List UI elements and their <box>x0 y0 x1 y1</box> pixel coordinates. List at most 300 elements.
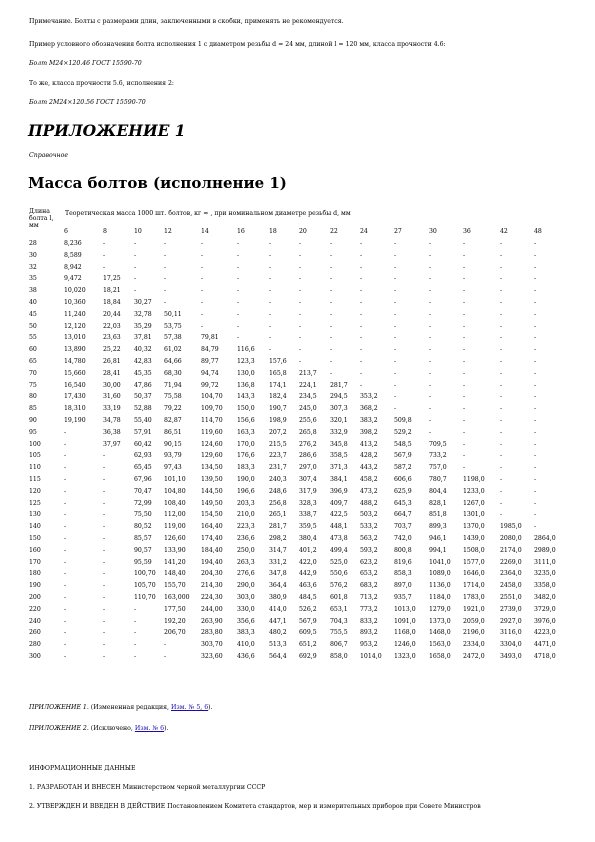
mass-cell: 1014,0 <box>360 653 382 660</box>
mass-cell: 75,58 <box>164 393 182 401</box>
mass-cell: - <box>201 263 204 271</box>
mass-cell: 3976,0 <box>534 617 556 625</box>
mass-cell: 564,4 <box>269 653 287 660</box>
mass-cell: 290,0 <box>237 582 255 590</box>
mass-cell: 79,22 <box>164 405 182 413</box>
mass-cell: 265,1 <box>269 511 287 519</box>
mass-cell: 331,2 <box>269 558 287 566</box>
mass-cell: - <box>463 299 466 306</box>
diameter-header: 16 <box>237 228 245 235</box>
mass-cell: 8,589 <box>64 251 82 259</box>
mass-cell: - <box>64 558 67 566</box>
mass-cell: - <box>463 452 466 460</box>
mass-cell: 436,6 <box>237 653 255 660</box>
mass-cell: 34,78 <box>103 417 121 424</box>
mass-cell: 165,8 <box>269 369 287 377</box>
mass-cell: 144,50 <box>201 487 223 495</box>
corner-header-line: Длина <box>29 208 50 215</box>
mass-cell: 163,3 <box>237 428 255 436</box>
mass-cell: - <box>360 322 363 330</box>
mass-cell: 100,70 <box>134 570 156 578</box>
mass-cell: - <box>164 299 167 306</box>
mass-cell: 383,2 <box>360 417 378 424</box>
mass-cell: 236,6 <box>237 535 255 542</box>
mass-cell: 1136,0 <box>429 582 451 590</box>
mass-cell: 35,29 <box>134 322 152 330</box>
length-cell: 85 <box>29 405 37 413</box>
mass-cell: 17,25 <box>103 275 121 283</box>
mass-cell: 1921,0 <box>463 605 485 613</box>
mass-cell: - <box>394 251 397 259</box>
mass-cell: 47,86 <box>134 381 152 389</box>
mass-cell: 653,2 <box>360 570 378 578</box>
mass-cell: - <box>330 240 333 247</box>
mass-cell: 276,2 <box>299 440 317 448</box>
footnote-text: ). <box>164 725 169 732</box>
mass-cell: 2269,0 <box>500 558 522 566</box>
mass-cell: 196,6 <box>237 487 255 495</box>
mass-cell: - <box>64 653 67 660</box>
mass-cell: 2059,0 <box>463 617 485 625</box>
length-cell: 170 <box>29 558 41 566</box>
mass-cell: 3116,0 <box>500 629 522 637</box>
mass-cell: 463,6 <box>299 582 317 590</box>
mass-cell: - <box>360 299 363 306</box>
mass-cell: 410,0 <box>237 641 255 649</box>
length-cell: 190 <box>29 582 41 590</box>
mass-cell: 123,3 <box>237 358 255 365</box>
mass-cell: 509,8 <box>394 417 412 424</box>
mass-cell: 244,00 <box>201 605 223 613</box>
mass-cell: 11,240 <box>64 310 86 318</box>
length-cell: 65 <box>29 358 37 365</box>
mass-cell: 1646,0 <box>463 570 485 578</box>
mass-cell: 499,4 <box>330 546 348 554</box>
mass-cell: 13,010 <box>64 334 86 342</box>
mass-cell: 53,75 <box>164 322 182 330</box>
mass-cell: 93,79 <box>164 452 182 460</box>
mass-cell: 204,30 <box>201 570 223 578</box>
mass-cell: 57,38 <box>164 334 182 342</box>
mass-cell: 550,6 <box>330 570 348 578</box>
mass-cell: - <box>134 605 137 613</box>
mass-cell: 164,40 <box>201 523 223 531</box>
diameter-header: 30 <box>429 228 437 235</box>
mass-cell: 899,3 <box>429 523 447 531</box>
mass-cell: - <box>134 653 137 660</box>
mass-cell: 32,78 <box>134 310 152 318</box>
mass-cell: 593,2 <box>360 546 378 554</box>
mass-cell: - <box>164 275 167 283</box>
mass-cell: 473,8 <box>330 535 348 542</box>
mass-cell: 170,0 <box>237 440 255 448</box>
mass-cell: 833,2 <box>360 617 378 625</box>
mass-cell: 4718,0 <box>534 653 556 660</box>
mass-cell: 328,3 <box>299 499 317 507</box>
mass-cell: - <box>429 287 432 295</box>
info-item-1: 1. РАЗРАБОТАН И ВНЕСЕН Министерством черной металлургии СССР <box>29 784 266 791</box>
mass-cell: - <box>500 346 503 354</box>
mass-cell: 513,3 <box>269 641 287 649</box>
mass-cell: 1267,0 <box>463 499 485 507</box>
mass-cell: - <box>237 310 240 318</box>
mass-cell: - <box>360 275 363 283</box>
mass-cell: 25,22 <box>103 346 121 354</box>
mass-cell: 240,3 <box>269 476 287 483</box>
mass-cell: - <box>500 393 503 401</box>
mass-cell: - <box>500 310 503 318</box>
mass-cell: 529,2 <box>394 428 412 436</box>
length-cell: 75 <box>29 381 37 389</box>
mass-cell: 448,1 <box>330 523 348 531</box>
same-class-note: То же, класса прочности 5.6, исполнения 2: <box>29 80 174 87</box>
mass-cell: 503,2 <box>360 511 378 519</box>
info-item-2: 2. УТВЕРЖДЕН И ВВЕДЕН В ДЕЙСТВИЕ Постановлением Комитета стандартов, мер и измерительных приборов при Совете Министров <box>29 803 481 810</box>
mass-cell: 303,70 <box>201 641 223 649</box>
mass-cell: 8,942 <box>64 263 82 271</box>
diameter-header: 14 <box>201 228 209 235</box>
mass-cell: 89,77 <box>201 358 219 365</box>
mass-cell: 704,3 <box>330 617 348 625</box>
mass-cell: 174,40 <box>201 535 223 542</box>
mass-cell: - <box>500 487 503 495</box>
mass-cell: - <box>534 369 537 377</box>
mass-cell: 653,1 <box>330 605 348 613</box>
mass-cell: 1233,0 <box>463 487 485 495</box>
mass-cell: 1091,0 <box>394 617 416 625</box>
mass-cell: - <box>269 346 272 354</box>
mass-cell: 141,20 <box>164 558 186 566</box>
mass-cell: - <box>299 358 302 365</box>
mass-cell: - <box>394 369 397 377</box>
mass-cell: - <box>394 287 397 295</box>
mass-cell: - <box>463 369 466 377</box>
example-designation-1: Болт М24×120.46 ГОСТ 15590-70 <box>29 60 142 67</box>
mass-cell: 828,1 <box>429 499 447 507</box>
mass-cell: - <box>103 594 106 601</box>
mass-cell: 332,9 <box>330 428 348 436</box>
mass-cell: - <box>429 240 432 247</box>
mass-cell: 587,2 <box>394 464 412 472</box>
mass-cell: - <box>201 310 204 318</box>
length-cell: 160 <box>29 546 41 554</box>
mass-cell: - <box>463 310 466 318</box>
mass-cell: 10,360 <box>64 299 86 306</box>
mass-cell: - <box>134 287 137 295</box>
mass-cell: - <box>534 334 537 342</box>
mass-cell: 31,60 <box>103 393 121 401</box>
mass-cell: 176,6 <box>237 452 255 460</box>
diameter-header: 42 <box>500 228 508 235</box>
mass-cell: - <box>103 476 106 483</box>
mass-cell: 858,3 <box>394 570 412 578</box>
mass-cell: - <box>463 322 466 330</box>
mass-cell: 396,9 <box>330 487 348 495</box>
mass-cell: - <box>463 263 466 271</box>
mass-cell: - <box>534 452 537 460</box>
mass-cell: - <box>534 251 537 259</box>
mass-cell: 203,3 <box>237 499 255 507</box>
mass-cell: 488,2 <box>360 499 378 507</box>
mass-cell: 250,0 <box>237 546 255 554</box>
appendix-kind: Справочное <box>29 152 69 159</box>
mass-cell: - <box>500 287 503 295</box>
mass-cell: 320,1 <box>330 417 348 424</box>
mass-cell: - <box>534 464 537 472</box>
mass-cell: 149,50 <box>201 499 223 507</box>
mass-cell: - <box>534 263 537 271</box>
mass-cell: 401,2 <box>299 546 317 554</box>
mass-cell: - <box>103 570 106 578</box>
mass-cell: 183,3 <box>237 464 255 472</box>
mass-cell: - <box>164 653 167 660</box>
mass-cell: 42,83 <box>134 358 152 365</box>
mass-cell: 800,8 <box>394 546 412 554</box>
mass-cell: - <box>103 546 106 554</box>
section-title: Масса болтов (исполнение 1) <box>28 174 287 192</box>
mass-cell: - <box>534 358 537 365</box>
mass-cell: - <box>134 275 137 283</box>
mass-cell: - <box>201 287 204 295</box>
mass-cell: - <box>429 251 432 259</box>
mass-cell: 68,30 <box>164 369 182 377</box>
mass-cell: - <box>299 275 302 283</box>
mass-cell: - <box>500 476 503 483</box>
mass-cell: 757,0 <box>429 464 447 472</box>
mass-cell: 323,60 <box>201 653 223 660</box>
mass-cell: - <box>500 452 503 460</box>
mass-cell: 806,7 <box>330 641 348 649</box>
mass-cell: 356,6 <box>237 617 255 625</box>
mass-cell: - <box>463 417 466 424</box>
mass-cell: - <box>500 417 503 424</box>
mass-cell: 1370,0 <box>463 523 485 531</box>
mass-cell: 45,35 <box>134 369 152 377</box>
mass-cell: 133,90 <box>164 546 186 554</box>
mass-cell: 265,8 <box>299 428 317 436</box>
diameter-header: 48 <box>534 228 542 235</box>
mass-cell: 198,9 <box>269 417 287 424</box>
mass-cell: 20,44 <box>103 310 121 318</box>
mass-cell: 163,000 <box>164 594 190 601</box>
length-cell: 280 <box>29 641 41 649</box>
mass-cell: 210,0 <box>237 511 255 519</box>
mass-cell: - <box>534 322 537 330</box>
mass-cell: 409,7 <box>330 499 348 507</box>
mass-cell: - <box>64 629 67 637</box>
mass-cell: 314,7 <box>269 546 287 554</box>
mass-cell: 18,21 <box>103 287 121 295</box>
mass-cell: 30,00 <box>103 381 121 389</box>
mass-cell: - <box>429 369 432 377</box>
example-designation-2: Болт 2М24×120.56 ГОСТ 15590-70 <box>29 99 146 106</box>
mass-cell: 190,0 <box>237 476 255 483</box>
mass-cell: - <box>534 511 537 519</box>
mass-cell: 281,7 <box>269 523 287 531</box>
mass-cell: 1658,0 <box>429 653 451 660</box>
length-cell: 180 <box>29 570 41 578</box>
mass-cell: 1013,0 <box>394 605 416 613</box>
mass-cell: 4471,0 <box>534 641 556 649</box>
mass-cell: 733,2 <box>429 452 447 460</box>
mass-cell: 263,3 <box>237 558 255 566</box>
mass-cell: 473,2 <box>360 487 378 495</box>
mass-cell: 371,3 <box>330 464 348 472</box>
mass-cell: - <box>103 499 106 507</box>
mass-cell: - <box>201 322 204 330</box>
mass-cell: 30,27 <box>134 299 152 306</box>
mass-cell: - <box>534 393 537 401</box>
mass-cell: 110,70 <box>134 594 156 601</box>
amendment-link[interactable]: Изм. № 5, 6 <box>171 704 209 711</box>
mass-cell: 3729,0 <box>534 605 556 613</box>
mass-cell: 443,2 <box>360 464 378 472</box>
mass-cell: 380,4 <box>299 535 317 542</box>
footnote-appendix-2 <box>29 725 168 733</box>
mass-cell: 1168,0 <box>394 629 416 637</box>
mass-cell: - <box>534 476 537 483</box>
mass-cell: - <box>429 275 432 283</box>
mass-cell: - <box>463 334 466 342</box>
mass-cell: 773,2 <box>360 605 378 613</box>
mass-cell: 819,6 <box>394 558 412 566</box>
mass-cell: - <box>134 641 137 649</box>
mass-cell: 625,9 <box>394 487 412 495</box>
mass-cell: 755,5 <box>330 629 348 637</box>
mass-cell: 155,70 <box>164 582 186 590</box>
mass-cell: - <box>394 358 397 365</box>
mass-cell: - <box>463 464 466 472</box>
mass-cell: 194,40 <box>201 558 223 566</box>
mass-cell: - <box>429 381 432 389</box>
mass-cell: 422,0 <box>299 558 317 566</box>
mass-cell: - <box>103 464 106 472</box>
mass-cell: 1985,0 <box>500 523 522 531</box>
mass-cell: 935,7 <box>394 594 412 601</box>
mass-cell: 2472,0 <box>463 653 485 660</box>
mass-cell: - <box>463 275 466 283</box>
mass-cell: 139,50 <box>201 476 223 483</box>
mass-cell: 223,3 <box>237 523 255 531</box>
mass-cell: - <box>500 334 503 342</box>
mass-cell: 567,9 <box>299 617 317 625</box>
mass-cell: 2364,0 <box>500 570 522 578</box>
mass-cell: - <box>500 322 503 330</box>
corner-header-line: мм <box>29 222 39 229</box>
mass-cell: - <box>534 310 537 318</box>
mass-cell: 1468,0 <box>429 629 451 637</box>
diameter-header: 12 <box>164 228 172 235</box>
mass-cell: 307,4 <box>299 476 317 483</box>
mass-cell: - <box>500 299 503 306</box>
mass-cell: - <box>299 334 302 342</box>
mass-cell: 224,30 <box>201 594 223 601</box>
mass-cell: 3493,0 <box>500 653 522 660</box>
example-intro: Пример условного обозначения болта исполнения 1 с диаметром резьбы d = 24 мм, длиной l = 120 мм, класса прочности 4.6: <box>29 41 446 48</box>
mass-cell: - <box>237 287 240 295</box>
mass-cell: - <box>134 629 137 637</box>
mass-cell: - <box>103 617 106 625</box>
mass-cell: 1323,0 <box>394 653 416 660</box>
mass-cell: - <box>64 452 67 460</box>
mass-cell: - <box>500 263 503 271</box>
length-cell: 40 <box>29 299 37 306</box>
mass-cell: 13,890 <box>64 346 86 354</box>
length-cell: 240 <box>29 617 41 625</box>
amendment-link[interactable]: Изм. № 6 <box>134 725 165 732</box>
footnote-text: ). <box>208 704 213 711</box>
mass-cell: - <box>500 381 503 389</box>
mass-cell: - <box>500 240 503 247</box>
mass-cell: - <box>500 369 503 377</box>
mass-cell: - <box>164 251 167 259</box>
mass-cell: 384,1 <box>330 476 348 483</box>
mass-cell: 2458,0 <box>500 582 522 590</box>
mass-cell: - <box>134 617 137 625</box>
mass-cell: - <box>64 617 67 625</box>
mass-cell: - <box>269 275 272 283</box>
mass-cell: - <box>500 275 503 283</box>
mass-cell: 2174,0 <box>500 546 522 554</box>
mass-cell: 345,8 <box>330 440 348 448</box>
length-cell: 140 <box>29 523 41 531</box>
mass-cell: 533,2 <box>360 523 378 531</box>
length-cell: 105 <box>29 452 41 460</box>
diameter-header: 6 <box>64 228 68 235</box>
mass-cell: - <box>103 511 106 519</box>
mass-cell: - <box>463 405 466 413</box>
mass-cell: 95,59 <box>134 558 152 566</box>
mass-cell: - <box>64 535 67 542</box>
mass-cell: 109,70 <box>201 405 223 413</box>
mass-cell: 114,70 <box>201 417 223 424</box>
mass-cell: 359,5 <box>299 523 317 531</box>
mass-cell: - <box>463 240 466 247</box>
length-cell: 115 <box>29 476 41 483</box>
mass-cell: 484,5 <box>299 594 317 601</box>
mass-cell: - <box>269 263 272 271</box>
mass-cell: 1508,0 <box>463 546 485 554</box>
mass-cell: - <box>201 251 204 259</box>
mass-cell: - <box>103 582 106 590</box>
mass-cell: 358,5 <box>330 452 348 460</box>
mass-cell: - <box>330 322 333 330</box>
mass-cell: 55,40 <box>134 417 152 424</box>
mass-cell: - <box>237 275 240 283</box>
mass-cell: - <box>103 535 106 542</box>
mass-cell: 364,4 <box>269 582 287 590</box>
mass-cell: - <box>534 499 537 507</box>
mass-cell: - <box>500 440 503 448</box>
mass-cell: - <box>103 487 106 495</box>
mass-cell: 3358,0 <box>534 582 556 590</box>
mass-cell: 182,4 <box>269 393 287 401</box>
mass-cell: - <box>64 487 67 495</box>
mass-cell: - <box>164 287 167 295</box>
mass-cell: 2551,0 <box>500 594 522 601</box>
mass-cell: 64,66 <box>164 358 182 365</box>
length-cell: 200 <box>29 594 41 601</box>
mass-cell: - <box>237 263 240 271</box>
mass-cell: 177,50 <box>164 605 186 613</box>
mass-cell: 119,60 <box>201 428 223 436</box>
mass-cell: - <box>429 405 432 413</box>
mass-cell: 2080,0 <box>500 535 522 542</box>
mass-cell: 623,2 <box>360 558 378 566</box>
mass-cell: 422,5 <box>330 511 348 519</box>
mass-cell: - <box>429 428 432 436</box>
mass-cell: 338,7 <box>299 511 317 519</box>
